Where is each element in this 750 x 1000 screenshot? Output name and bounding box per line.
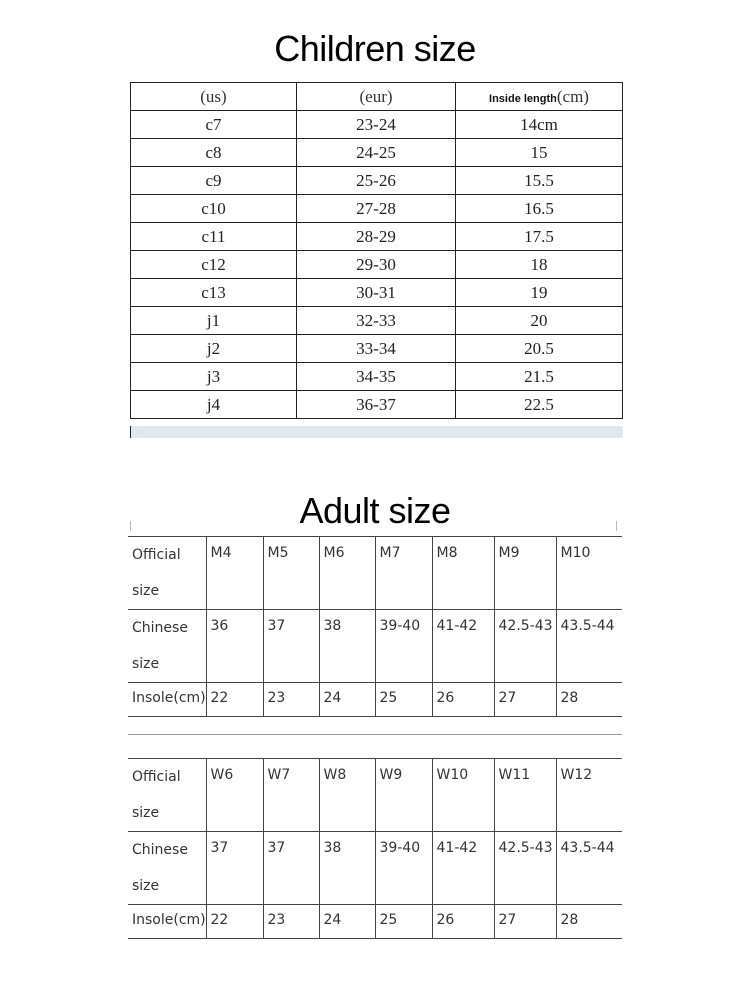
women-chinese-size-cell: 37 xyxy=(206,832,263,905)
official-size-label-line: size xyxy=(132,583,160,599)
children-cell-cm: 15 xyxy=(456,139,623,167)
children-cell-eur: 29-30 xyxy=(297,251,456,279)
children-size-row xyxy=(131,335,623,363)
adult-size-title: Adult size xyxy=(299,490,451,531)
women-chinese-size-cell: 41-42 xyxy=(432,832,494,905)
children-cell-us: c8 xyxy=(131,139,297,167)
header-us: (us) xyxy=(131,83,297,111)
children-size-title: Children size xyxy=(274,28,476,69)
children-size-row xyxy=(131,111,623,139)
children-table-footer xyxy=(130,426,623,438)
children-cell-eur: 36-37 xyxy=(297,391,456,419)
women-chinese-size-row xyxy=(128,832,622,905)
children-cell-us: c11 xyxy=(131,223,297,251)
chinese-size-label-line: size xyxy=(132,878,160,894)
children-cell-cm: 16.5 xyxy=(456,195,623,223)
children-cell-cm: 18 xyxy=(456,251,623,279)
women-insole-cell: 26 xyxy=(432,905,494,939)
children-size-row xyxy=(131,279,623,307)
children-size-row xyxy=(131,391,623,419)
children-cell-cm: 19 xyxy=(456,279,623,307)
men-official-size-row xyxy=(128,537,622,610)
women-insole-cell: 22 xyxy=(206,905,263,939)
men-official-size-cell: M10 xyxy=(556,537,622,610)
official-size-label xyxy=(128,537,206,610)
women-official-size-cell: W7 xyxy=(263,759,319,832)
women-chinese-size-cell: 38 xyxy=(319,832,375,905)
women-official-size-cell: W8 xyxy=(319,759,375,832)
chinese-size-label xyxy=(128,832,206,905)
women-insole-cell: 25 xyxy=(375,905,432,939)
insole-label: Insole(cm) xyxy=(128,683,206,717)
children-cell-eur: 25-26 xyxy=(297,167,456,195)
women-insole-cell: 23 xyxy=(263,905,319,939)
children-size-row xyxy=(131,363,623,391)
divider-tick xyxy=(616,521,617,531)
women-chinese-size-cell: 43.5-44 xyxy=(556,832,622,905)
men-insole-cell: 22 xyxy=(206,683,263,717)
men-insole-cell: 26 xyxy=(432,683,494,717)
men-chinese-size-cell: 36 xyxy=(206,610,263,683)
men-official-size-cell: M8 xyxy=(432,537,494,610)
children-cell-eur: 28-29 xyxy=(297,223,456,251)
inside-length-label: Inside length xyxy=(489,92,557,105)
children-cell-eur: 24-25 xyxy=(297,139,456,167)
women-official-size-row xyxy=(128,759,622,832)
children-cell-us: j3 xyxy=(131,363,297,391)
children-cell-eur: 27-28 xyxy=(297,195,456,223)
table-separator xyxy=(128,734,622,735)
children-cell-us: j1 xyxy=(131,307,297,335)
children-cell-us: j4 xyxy=(131,391,297,419)
men-chinese-size-cell: 41-42 xyxy=(432,610,494,683)
chinese-size-label-line: size xyxy=(132,656,160,672)
children-cell-cm: 20 xyxy=(456,307,623,335)
header-eur: (eur) xyxy=(297,83,456,111)
chinese-size-label-line: Chinese xyxy=(132,842,188,858)
men-insole-cell: 28 xyxy=(556,683,622,717)
women-official-size-cell: W12 xyxy=(556,759,622,832)
women-chinese-size-cell: 42.5-43 xyxy=(494,832,556,905)
children-cell-cm: 21.5 xyxy=(456,363,623,391)
women-chinese-size-cell: 39-40 xyxy=(375,832,432,905)
children-cell-eur: 30-31 xyxy=(297,279,456,307)
women-size-table xyxy=(128,758,622,939)
children-cell-eur: 32-33 xyxy=(297,307,456,335)
women-insole-cell: 28 xyxy=(556,905,622,939)
official-size-label xyxy=(128,759,206,832)
men-insole-cell: 24 xyxy=(319,683,375,717)
men-official-size-cell: M7 xyxy=(375,537,432,610)
children-cell-cm: 22.5 xyxy=(456,391,623,419)
children-cell-cm: 15.5 xyxy=(456,167,623,195)
women-insole-row xyxy=(128,905,622,939)
children-size-row xyxy=(131,195,623,223)
women-official-size-cell: W10 xyxy=(432,759,494,832)
children-cell-eur: 34-35 xyxy=(297,363,456,391)
official-size-label-line: Official xyxy=(132,547,181,563)
children-size-row xyxy=(131,251,623,279)
children-cell-cm: 14cm xyxy=(456,111,623,139)
men-chinese-size-cell: 37 xyxy=(263,610,319,683)
women-insole-cell: 27 xyxy=(494,905,556,939)
children-cell-us: c7 xyxy=(131,111,297,139)
children-cell-eur: 33-34 xyxy=(297,335,456,363)
men-official-size-cell: M6 xyxy=(319,537,375,610)
men-insole-cell: 23 xyxy=(263,683,319,717)
men-official-size-cell: M4 xyxy=(206,537,263,610)
children-size-row xyxy=(131,307,623,335)
men-chinese-size-cell: 42.5-43 xyxy=(494,610,556,683)
children-cell-us: c13 xyxy=(131,279,297,307)
divider-tick xyxy=(130,521,131,531)
women-official-size-cell: W9 xyxy=(375,759,432,832)
women-official-size-cell: W11 xyxy=(494,759,556,832)
women-insole-cell: 24 xyxy=(319,905,375,939)
header-inside-length xyxy=(456,83,623,111)
men-insole-row xyxy=(128,683,622,717)
men-size-table xyxy=(128,536,622,717)
men-chinese-size-cell: 39-40 xyxy=(375,610,432,683)
children-cell-us: c12 xyxy=(131,251,297,279)
children-cell-us: c9 xyxy=(131,167,297,195)
men-official-size-cell: M9 xyxy=(494,537,556,610)
children-cell-us: c10 xyxy=(131,195,297,223)
children-size-row xyxy=(131,139,623,167)
children-cell-cm: 20.5 xyxy=(456,335,623,363)
inside-length-unit: (cm) xyxy=(556,86,589,106)
children-cell-cm: 17.5 xyxy=(456,223,623,251)
children-size-row xyxy=(131,167,623,195)
children-cell-us: j2 xyxy=(131,335,297,363)
chinese-size-label-line: Chinese xyxy=(132,620,188,636)
insole-label: Insole(cm) xyxy=(128,905,206,939)
men-chinese-size-cell: 43.5-44 xyxy=(556,610,622,683)
men-official-size-cell: M5 xyxy=(263,537,319,610)
men-chinese-size-cell: 38 xyxy=(319,610,375,683)
children-cell-eur: 23-24 xyxy=(297,111,456,139)
men-insole-cell: 25 xyxy=(375,683,432,717)
children-size-row xyxy=(131,223,623,251)
chinese-size-label xyxy=(128,610,206,683)
women-official-size-cell: W6 xyxy=(206,759,263,832)
men-insole-cell: 27 xyxy=(494,683,556,717)
official-size-label-line: Official xyxy=(132,769,181,785)
women-chinese-size-cell: 37 xyxy=(263,832,319,905)
children-size-table xyxy=(130,82,623,419)
men-chinese-size-row xyxy=(128,610,622,683)
official-size-label-line: size xyxy=(132,805,160,821)
children-header-row xyxy=(131,83,623,111)
